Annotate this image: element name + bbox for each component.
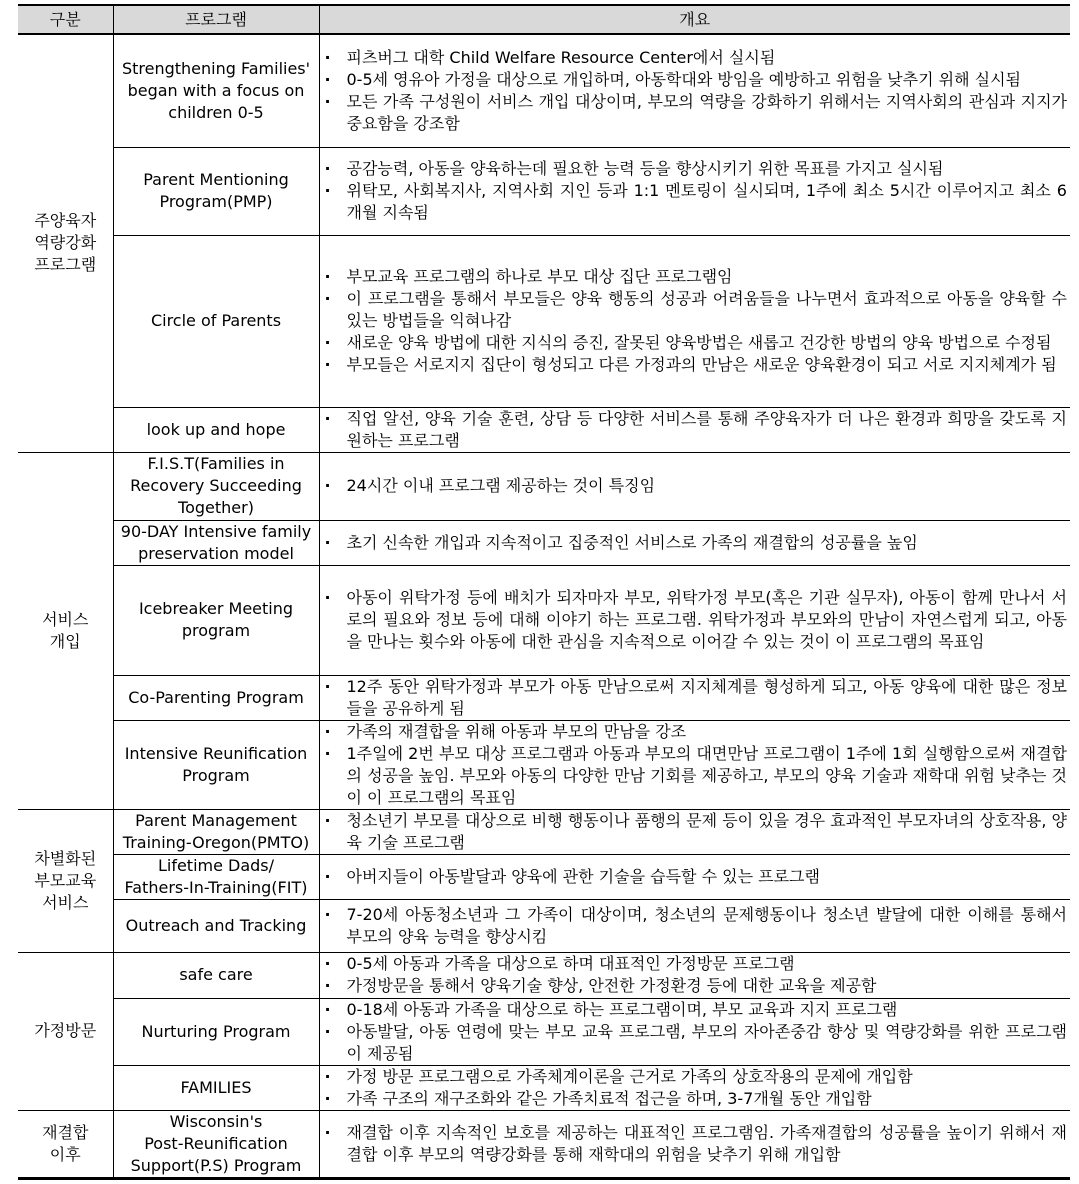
overview-item: · 새로운 양육 방법에 대한 지식의 증진, 잘못된 양육방법은 새롭고 건강한 방법의 양육 방법으로 수정됨 bbox=[323, 332, 1068, 354]
header-row bbox=[18, 5, 1070, 34]
program-cell bbox=[113, 452, 319, 520]
overview-item: · 부모교육 프로그램의 하나로 부모 대상 집단 프로그램임 bbox=[323, 266, 1068, 288]
overview-item: · 모든 가족 구성원이 서비스 개입 대상이며, 부모의 역량을 강화하기 위해서는 지역사회의 관심과 지지가 중요함을 강조함 bbox=[323, 91, 1068, 135]
program-name: Parent Management Training-Oregon(PMTO) bbox=[122, 810, 310, 852]
overview-list bbox=[323, 266, 1068, 376]
overview-item: · 재결합 이후 지속적인 보호를 제공하는 대표적인 프로그램임. 가족재결합의 성공률을 높이기 위해서 재결합 이후 부모의 역량강화를 통해 재학대의 위험을 낮추기 위해 개입함 bbox=[323, 1122, 1068, 1166]
table-row bbox=[18, 1110, 1070, 1178]
header-overview: 개요 bbox=[319, 5, 1070, 34]
program-name: Co-Parenting Program bbox=[128, 687, 304, 707]
program-name: 90-DAY Intensive family preservation model bbox=[120, 521, 312, 563]
overview-item: · 0-5세 영유아 가정을 대상으로 개입하며, 아동학대와 방임을 예방하고 위험을 낮추기 위해 실시됨 bbox=[323, 69, 1068, 91]
table-row bbox=[18, 720, 1070, 809]
program-cell bbox=[113, 854, 319, 899]
table-row bbox=[18, 407, 1070, 452]
program-cell bbox=[113, 407, 319, 452]
overview-item: · 청소년기 부모를 대상으로 비행 행동이나 품행의 문제 등이 있을 경우 효과적인 부모자녀의 상호작용, 양육 기술 프로그램 bbox=[323, 810, 1068, 854]
program-cell bbox=[113, 809, 319, 854]
category-label: 주양육자 역량강화 프로그램 bbox=[34, 211, 97, 275]
overview-cell bbox=[319, 899, 1070, 952]
overview-cell bbox=[319, 407, 1070, 452]
table-row bbox=[18, 952, 1070, 998]
overview-list bbox=[323, 587, 1068, 653]
overview-item: · 아동발달, 아동 연령에 맞는 부모 교육 프로그램, 부모의 자아존중감 향상 및 역량강화를 위한 프로그램이 제공됨 bbox=[323, 1021, 1068, 1065]
overview-cell bbox=[319, 720, 1070, 809]
overview-list bbox=[323, 999, 1068, 1065]
overview-item: · 1주일에 2번 부모 대상 프로그램과 아동과 부모의 대면만남 프로그램이 1주에 1회 실행함으로써 재결합의 성공을 높임. 부모와 아동의 다양한 만남 기회를 제공하고, 부모의 양육 기술과 재학대 위험 낮추는 것이 이 프로그램의 목표임 bbox=[323, 743, 1068, 809]
overview-item: · 초기 신속한 개입과 지속적이고 집중적인 서비스로 가족의 재결합의 성공률을 높임 bbox=[323, 532, 1068, 554]
program-name: Lifetime Dads/ Fathers-In-Training(FIT) bbox=[124, 855, 308, 897]
header-category: 구분 bbox=[18, 5, 113, 34]
table-row bbox=[18, 235, 1070, 407]
program-name: look up and hope bbox=[146, 419, 286, 439]
overview-list bbox=[323, 158, 1068, 224]
category-label: 서비스 개입 bbox=[42, 609, 89, 651]
program-cell bbox=[113, 235, 319, 407]
overview-list bbox=[323, 904, 1068, 948]
overview-cell bbox=[319, 34, 1070, 147]
overview-item: · 부모들은 서로지지 집단이 형성되고 다른 가정과의 만남은 새로운 양육환경이 되고 서로 지지체계가 됨 bbox=[323, 354, 1068, 376]
overview-item: · 가족 구조의 재구조화와 같은 가족치료적 접근을 하며, 3-7개월 동안 개입함 bbox=[323, 1088, 1068, 1110]
program-cell bbox=[113, 998, 319, 1065]
overview-item: · 0-18세 아동과 가족을 대상으로 하는 프로그램이며, 부모 교육과 지지 프로그램 bbox=[323, 999, 1068, 1021]
program-cell bbox=[113, 147, 319, 235]
overview-item: · 아버지들이 아동발달과 양육에 관한 기술을 습득할 수 있는 프로그램 bbox=[323, 866, 1068, 888]
program-cell bbox=[113, 1065, 319, 1110]
overview-list bbox=[323, 953, 1068, 997]
overview-cell bbox=[319, 520, 1070, 565]
overview-list bbox=[323, 47, 1068, 135]
overview-cell bbox=[319, 147, 1070, 235]
overview-item: · 0-5세 아동과 가족을 대상으로 하며 대표적인 가정방문 프로그램 bbox=[323, 953, 1068, 975]
program-cell bbox=[113, 952, 319, 998]
program-cell bbox=[113, 675, 319, 720]
overview-list bbox=[323, 676, 1068, 720]
overview-cell bbox=[319, 854, 1070, 899]
category-cell bbox=[18, 1110, 113, 1178]
program-cell bbox=[113, 520, 319, 565]
table-body bbox=[18, 34, 1070, 1178]
overview-item: · 직업 알선, 양육 기술 훈련, 상담 등 다양한 서비스를 통해 주양육자가 더 나은 환경과 희망을 갖도록 지원하는 프로그램 bbox=[323, 408, 1068, 452]
overview-list bbox=[323, 408, 1068, 452]
header-program: 프로그램 bbox=[113, 5, 319, 34]
category-label: 차별화된 부모교육 서비스 bbox=[34, 848, 97, 912]
overview-list bbox=[323, 532, 1068, 554]
overview-cell bbox=[319, 565, 1070, 675]
program-name: Icebreaker Meeting program bbox=[138, 599, 294, 640]
overview-list bbox=[323, 721, 1068, 809]
table-row bbox=[18, 34, 1070, 147]
overview-item: · 가족의 재결합을 위해 아동과 부모의 만남을 강조 bbox=[323, 721, 1068, 743]
overview-item: · 가정 방문 프로그램으로 가족체계이론을 근거로 가족의 상호작용의 문제에 개입함 bbox=[323, 1066, 1068, 1088]
overview-list bbox=[323, 810, 1068, 854]
category-cell bbox=[18, 952, 113, 1110]
overview-cell bbox=[319, 235, 1070, 407]
table-row bbox=[18, 147, 1070, 235]
program-name: Wisconsin's Post-Reunification Support(P.S) Program bbox=[130, 1111, 302, 1175]
table-row bbox=[18, 675, 1070, 720]
program-name: F.I.S.T(Families in Recovery Succeeding Together) bbox=[130, 454, 302, 517]
category-label: 가정방문 bbox=[34, 1021, 97, 1040]
program-name: Outreach and Tracking bbox=[125, 915, 307, 935]
program-name: Parent Mentioning Program(PMP) bbox=[143, 170, 289, 211]
program-cell bbox=[113, 899, 319, 952]
category-label: 재결합 이후 bbox=[42, 1122, 89, 1164]
overview-item: · 가정방문을 통해서 양육기술 향상, 안전한 가정환경 등에 대한 교육을 제공함 bbox=[323, 975, 1068, 997]
overview-item: · 7-20세 아동청소년과 그 가족이 대상이며, 청소년의 문제행동이나 청소년 발달에 대한 이해를 통해서 부모의 양육 능력을 향상시킴 bbox=[323, 904, 1068, 948]
table-row bbox=[18, 998, 1070, 1065]
table-row bbox=[18, 565, 1070, 675]
table-row bbox=[18, 809, 1070, 854]
category-cell bbox=[18, 34, 113, 452]
overview-list bbox=[323, 1122, 1068, 1166]
program-cell bbox=[113, 34, 319, 147]
program-table bbox=[18, 4, 1070, 1180]
program-name: Intensive Reunification Program bbox=[124, 743, 308, 785]
overview-item: · 아동이 위탁가정 등에 배치가 되자마자 부모, 위탁가정 부모(혹은 기관 실무자), 아동이 함께 만나서 서로의 필요와 정보 등에 대해 이야기 하는 프로그램. 위탁가정과 부모와의 만남이 자연스럽게 되고, 아동을 만나는 횟수와 아동에 대한 관심을 지속적으로 이어갈 수 있는 것이 이 프로그램의 목표임 bbox=[323, 587, 1068, 653]
category-cell bbox=[18, 809, 113, 952]
program-name: Circle of Parents bbox=[150, 311, 282, 330]
overview-cell bbox=[319, 952, 1070, 998]
overview-item: · 위탁모, 사회복지사, 지역사회 지인 등과 1:1 멘토링이 실시되며, 1주에 최소 5시간 이루어지고 최소 6개월 지속됨 bbox=[323, 180, 1068, 224]
overview-cell bbox=[319, 1110, 1070, 1178]
program-cell bbox=[113, 565, 319, 675]
program-name: FAMILIES bbox=[180, 1077, 252, 1097]
table-row bbox=[18, 1065, 1070, 1110]
overview-item: · 피츠버그 대학 Child Welfare Resource Center에서 실시됨 bbox=[323, 47, 1068, 69]
overview-list bbox=[323, 1066, 1068, 1110]
overview-cell bbox=[319, 452, 1070, 520]
overview-cell bbox=[319, 1065, 1070, 1110]
overview-item: · 이 프로그램을 통해서 부모들은 양육 행동의 성공과 어려움들을 나누면서 효과적으로 아동을 양육할 수 있는 방법들을 익혀나감 bbox=[323, 288, 1068, 332]
overview-item: · 24시간 이내 프로그램 제공하는 것이 특징임 bbox=[323, 475, 1068, 497]
table-row bbox=[18, 899, 1070, 952]
program-name: safe care bbox=[179, 965, 253, 984]
program-name: Strengthening Families' began with a focus on children 0-5 bbox=[121, 58, 311, 122]
table-row bbox=[18, 452, 1070, 520]
table-row bbox=[18, 520, 1070, 565]
program-cell bbox=[113, 720, 319, 809]
overview-item: · 공감능력, 아동을 양육하는데 필요한 능력 등을 향상시키기 위한 목표를 가지고 실시됨 bbox=[323, 158, 1068, 180]
overview-cell bbox=[319, 809, 1070, 854]
program-name: Nurturing Program bbox=[141, 1021, 291, 1041]
program-cell bbox=[113, 1110, 319, 1178]
category-cell bbox=[18, 452, 113, 809]
overview-list bbox=[323, 866, 1068, 888]
overview-cell bbox=[319, 998, 1070, 1065]
overview-cell bbox=[319, 675, 1070, 720]
overview-item: · 12주 동안 위탁가정과 부모가 아동 만남으로써 지지체계를 형성하게 되고, 아동 양육에 대한 많은 정보들을 공유하게 됨 bbox=[323, 676, 1068, 720]
table-row bbox=[18, 854, 1070, 899]
overview-list bbox=[323, 475, 1068, 497]
